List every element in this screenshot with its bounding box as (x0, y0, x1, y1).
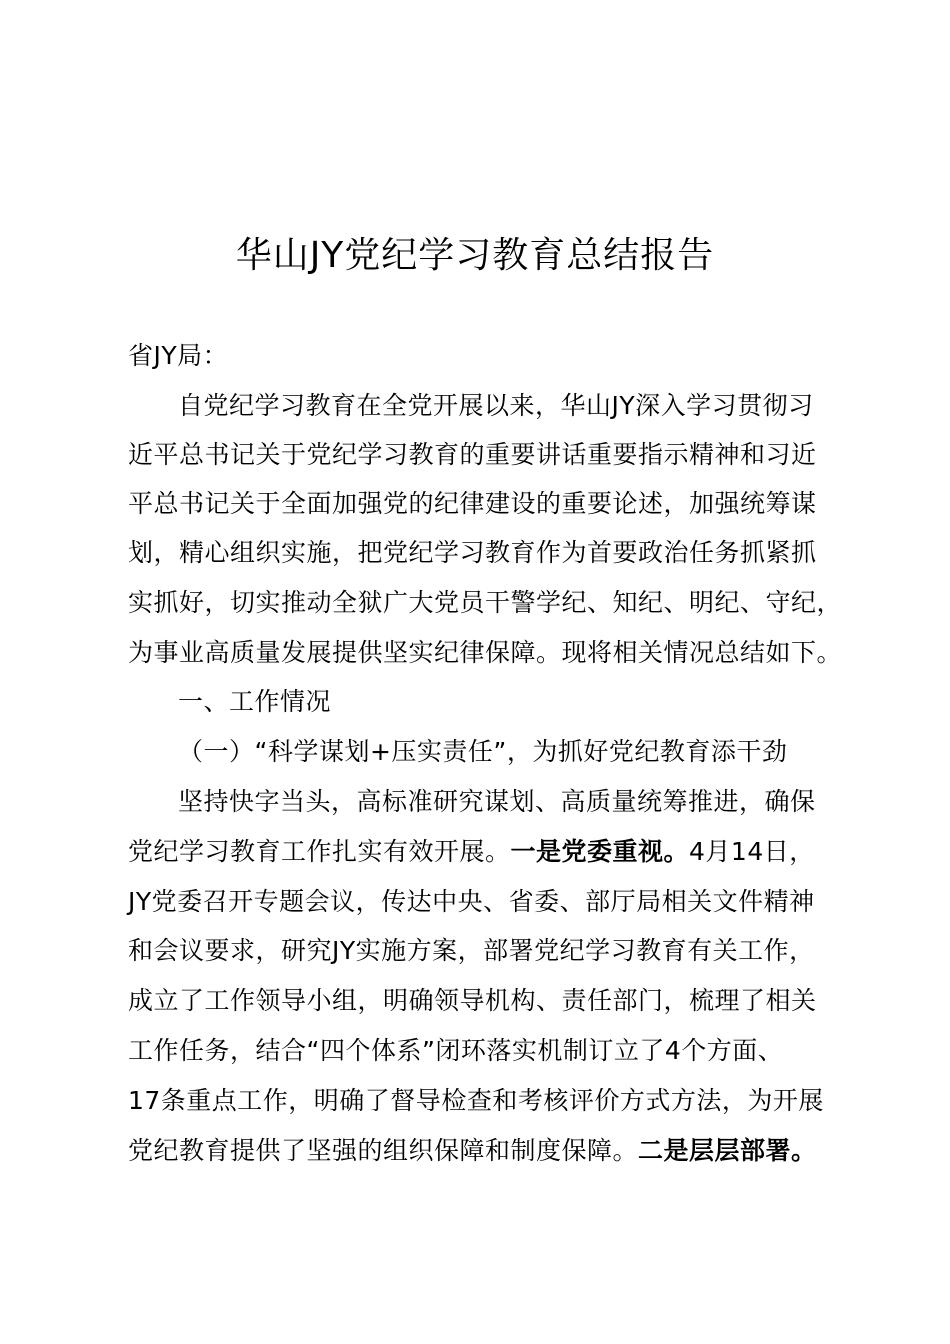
subsection-heading: （一）“科学谋划+压实责任”，为抓好党纪教育添干劲 (178, 737, 788, 766)
paragraph-line: 实抓好，切实推动全狱广大党员干警学纪、知纪、明纪、守纪， (128, 588, 843, 617)
paragraph-line: JY党委召开专题会议，传达中央、省委、部厅局相关文件精神 (128, 887, 815, 916)
salutation: 省JY局： (128, 341, 229, 370)
bold-key-point: 一是党委重视。 (510, 837, 690, 866)
paragraph-line: 为事业高质量发展提供坚实纪律保障。现将相关情况总结如下。 (128, 638, 843, 667)
paragraph-line-mixed (128, 835, 815, 869)
paragraph-line: 工作任务，结合“四个体系”闭环落实机制订立了4个方面、 (128, 1036, 784, 1065)
paragraph-line: 划，精心组织实施，把党纪学习教育作为首要政治任务抓紧抓 (128, 538, 817, 567)
paragraph-line-mixed (128, 1134, 817, 1168)
paragraph-line: 成立了工作领导小组，明确领导机构、责任部门，梳理了相关 (128, 986, 817, 1015)
paragraph-line: 近平总书记关于党纪学习教育的重要讲话重要指示精神和习近 (128, 440, 817, 469)
paragraph-text: 4月14日， (689, 837, 815, 866)
paragraph-line: 坚持快字当头，高标准研究谋划、高质量统筹推进，确保 (178, 787, 816, 816)
paragraph-line: 17条重点工作，明确了督导检查和考核评价方式方法，为开展 (128, 1086, 824, 1115)
paragraph-text: 党纪教育提供了坚强的组织保障和制度保障。 (128, 1136, 639, 1165)
paragraph-text: 党纪学习教育工作扎实有效开展。 (128, 837, 511, 866)
section-heading: 一、工作情况 (178, 687, 332, 716)
paragraph-line: 和会议要求，研究JY实施方案，部署党纪学习教育有关工作， (128, 936, 815, 965)
bold-key-point: 二是层层部署。 (638, 1136, 817, 1165)
paragraph-line: 自党纪学习教育在全党开展以来，华山JY深入学习贯彻习 (178, 391, 814, 420)
paragraph-line: 平总书记关于全面加强党的纪律建设的重要论述，加强统筹谋 (128, 489, 817, 518)
document-title: 华山JY党纪学习教育总结报告 (235, 235, 715, 276)
